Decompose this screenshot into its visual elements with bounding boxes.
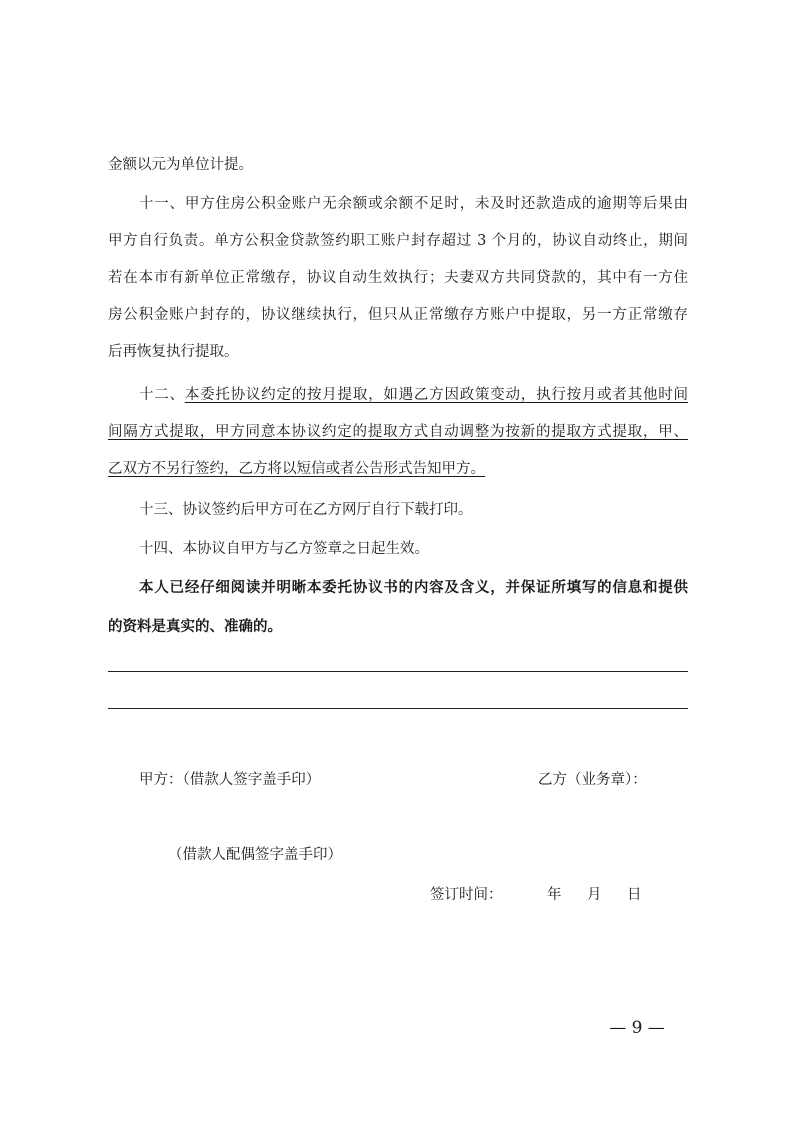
signing-date-day: 日	[627, 887, 642, 903]
clause-11-line-5: 后再恢复执行提取。	[108, 344, 239, 360]
declaration-line-2: 的资料是真实的、准确的。	[108, 619, 282, 635]
clause-12-line-2: 间隔方式提取，甲方同意本协议约定的提取方式自动调整为按新的提取方式提取，甲、	[108, 424, 688, 440]
blank-line-2	[108, 708, 688, 709]
clause-13: 十三、协议签约后甲方可在乙方网厅自行下载打印。	[139, 502, 473, 518]
clause-11-line-2: 甲方自行负责。单方公积金贷款签约职工账户封存超过 3 个月的，协议自动终止，期间	[108, 233, 688, 249]
party-b-seal-label: 乙方（业务章）：	[538, 772, 647, 788]
clause-14: 十四、本协议自甲方与乙方签章之日起生效。	[139, 541, 429, 557]
clause-12-underlined-text: 本委托协议约定的按月提取，如遇乙方因政策变动，执行按月或者其他时间	[184, 387, 689, 403]
party-a-signature-label: 甲方：（借款人签字盖手印）	[139, 772, 321, 788]
signing-date-month: 月	[587, 887, 602, 903]
spouse-signature-label: （借款人配偶签字盖手印）	[168, 847, 342, 863]
page-number: — 9 —	[609, 1018, 665, 1038]
signing-date-year: 年	[547, 887, 562, 903]
clause-11-line-3: 若在本市有新单位正常缴存，协议自动生效执行；夫妻双方共同贷款的，其中有一方住	[108, 270, 688, 286]
signing-date-label: 签订时间：	[430, 887, 503, 903]
clause-12-line-1	[139, 385, 688, 405]
clause-12-line-3: 乙双方不另行签约，乙方将以短信或者公告形式告知甲方。	[108, 461, 485, 477]
clause-12-number: 十二、	[139, 387, 185, 403]
clause-11-line-4: 房公积金账户封存的，协议继续执行，但只从正常缴存方账户中提取，另一方正常缴存	[108, 307, 688, 323]
blank-line-1	[108, 671, 688, 672]
declaration-line-1: 本人已经仔细阅读并明晰本委托协议书的内容及含义，并保证所填写的信息和提供	[139, 580, 688, 596]
clause-11-line-1: 十一、甲方住房公积金账户无余额或余额不足时，未及时还款造成的逾期等后果由	[139, 196, 688, 212]
paragraph-continuation: 金额以元为单位计提。	[108, 157, 253, 173]
